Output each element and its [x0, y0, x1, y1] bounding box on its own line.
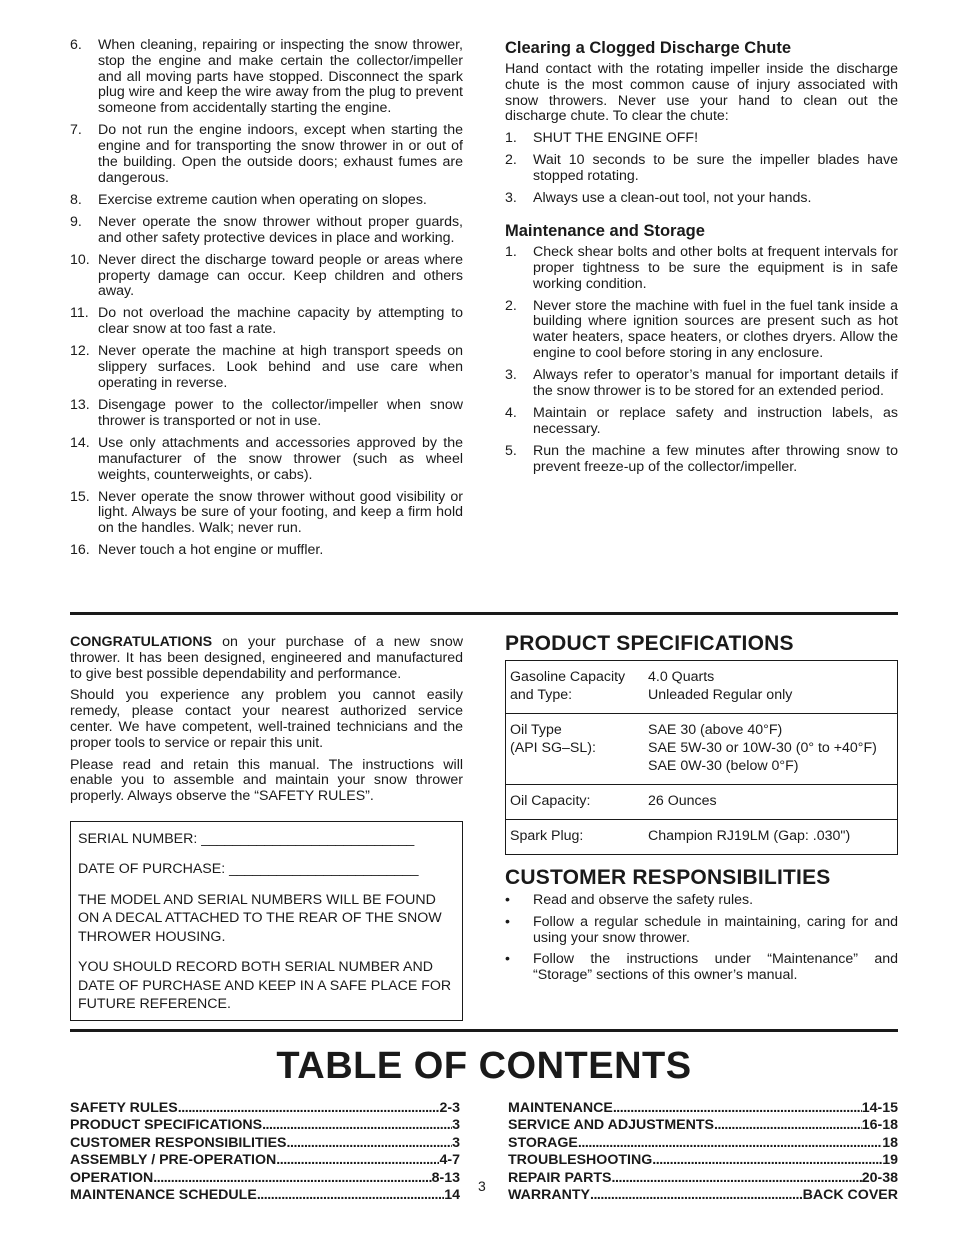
middle-section [70, 631, 898, 1029]
toc-entry-label: PRODUCT SPECIFICATIONS [70, 1117, 263, 1134]
spec-key-line: (API SG–SL): [510, 740, 596, 756]
safety-rules-column [70, 38, 463, 598]
toc-entry [70, 1100, 460, 1117]
item-text: Follow a regular schedule in maintaining, caring for and using your snow thrower. [533, 913, 898, 946]
serial-number-field: SERIAL NUMBER: ___________________________ [78, 830, 415, 847]
item-number: 10. [70, 251, 90, 268]
toc-leader-dots [262, 1117, 452, 1134]
spec-row [506, 820, 898, 855]
toc-leader-dots [153, 1170, 431, 1187]
toc-entry [70, 1117, 460, 1134]
record-note: YOU SHOULD RECORD BOTH SERIAL NUMBER AND DATE OF PURCHASE AND KEEP IN A SAFE PLACE FOR FUTURE REFERENCE. [78, 959, 452, 1013]
toc-entry [508, 1152, 898, 1169]
item-number: 5. [505, 442, 517, 459]
spec-value-line: SAE 0W-30 (below 0°F) [648, 758, 799, 774]
toc-entry-page: 20-38 [861, 1169, 898, 1186]
spec-key-line: Gasoline Capacity [510, 669, 626, 685]
spec-row [506, 714, 898, 785]
list-item [70, 490, 463, 537]
toc-leader-dots [287, 1135, 453, 1152]
toc-entry [70, 1187, 460, 1204]
list-item [70, 253, 463, 300]
toc-entry [508, 1100, 898, 1117]
spec-value [644, 785, 898, 820]
spec-value-line: Unleaded Regular only [648, 687, 793, 703]
list-item [505, 406, 898, 438]
item-text: Maintain or replace safety and instruction labels, as necessary. [533, 405, 898, 437]
toc-entry-label: TROUBLESHOOTING [508, 1152, 653, 1169]
item-number: 9. [70, 213, 82, 230]
list-item [70, 436, 463, 483]
item-text: Never operate the snow thrower without good visibility or light. Always be sure of your footing, and keep a firm hold on the handles. Walk; never run. [98, 488, 463, 537]
toc-left-column [70, 1100, 460, 1204]
toc-entry-label: OPERATION [70, 1169, 154, 1186]
item-text: Always refer to operator’s manual for important details if the snow thrower is to be stored for an extended period. [533, 367, 898, 399]
toc-divider [70, 1029, 898, 1032]
spec-key [506, 820, 645, 855]
toc-leader-dots [652, 1152, 882, 1169]
customer-resp-list [505, 893, 898, 984]
spec-key-line: Spark Plug: [510, 828, 584, 844]
spec-value [644, 820, 898, 855]
item-text: Never direct the discharge toward people or areas where property damage can occur. Keep children and others away. [98, 251, 463, 300]
toc-entry-page: 18 [882, 1134, 898, 1151]
item-number: 3. [505, 190, 517, 207]
toc-entry-label: SAFETY RULES [70, 1100, 178, 1116]
list-item [505, 444, 898, 476]
item-number: 2. [505, 152, 517, 169]
toc-entry-label: WARRANTY [508, 1187, 590, 1204]
list-item [505, 368, 898, 400]
toc-title: TABLE OF CONTENTS [276, 1045, 692, 1087]
item-number: 3. [505, 367, 517, 384]
spec-key [506, 661, 645, 714]
toc-entry-label: STORAGE [508, 1134, 578, 1151]
item-number: 1. [505, 130, 517, 147]
spec-value-line: SAE 30 (above 40°F) [648, 722, 783, 738]
toc-entry-label: SERVICE AND ADJUSTMENTS [508, 1117, 715, 1134]
item-text: When cleaning, repairing or inspecting the snow thrower, stop the engine and make certain the collector/impeller and all moving parts have stopped. Disconnect the spark plug wire and keep the wire away from the plug to prevent someone from accidentally starting the engine. [98, 37, 463, 117]
list-item [70, 38, 463, 117]
toc-entry [70, 1152, 460, 1169]
item-number: 2. [505, 297, 517, 314]
item-number: 14. [70, 434, 90, 451]
toc-entry-label: MAINTENANCE SCHEDULE [70, 1187, 257, 1204]
toc-entry-page: 14 [444, 1187, 460, 1204]
retain-manual-paragraph: Please read and retain this manual. The instructions will enable you to assemble and maintain your snow thrower properly. Always observe the “SAFETY RULES”. [70, 756, 463, 805]
congrats-paragraph [70, 635, 463, 682]
decal-location-note: THE MODEL AND SERIAL NUMBERS WILL BE FOUND ON A DECAL ATTACHED TO THE REAR OF THE SNOW THROWER HOUSING. [78, 891, 442, 945]
toc-entry-page: 3 [452, 1117, 460, 1134]
safety-rules-list [70, 38, 463, 559]
serial-number-box [70, 821, 463, 1021]
toc-leader-dots [578, 1135, 882, 1152]
toc-entry-page: 19 [882, 1152, 898, 1169]
list-item [505, 915, 898, 947]
spec-row [506, 785, 898, 820]
item-number: 16. [70, 542, 90, 559]
item-text: Wait 10 seconds to be sure the impeller blades have stopped rotating. [533, 152, 898, 185]
toc-leader-dots [276, 1152, 439, 1169]
toc-leader-dots [590, 1187, 803, 1204]
toc-entry-page: 16-18 [861, 1117, 898, 1134]
toc-entry-page: 8-13 [431, 1169, 460, 1186]
date-of-purchase-field: DATE OF PURCHASE: ________________________ [78, 861, 419, 878]
spec-row [506, 661, 898, 714]
item-number: 12. [70, 343, 90, 360]
list-item [70, 123, 463, 186]
specs-column [505, 631, 898, 1029]
toc-leader-dots [612, 1170, 862, 1187]
toc-entry-label: REPAIR PARTS [508, 1169, 612, 1186]
list-item [505, 191, 898, 207]
toc-entry-page: 14-15 [861, 1100, 898, 1116]
toc-leader-dots [178, 1100, 440, 1117]
manual-page [70, 38, 898, 1204]
toc-entry-label: ASSEMBLY / PRE-OPERATION [70, 1152, 277, 1169]
list-item [70, 543, 463, 559]
toc-right-column [508, 1100, 898, 1204]
congrats-text: on your purchase of a new snow thrower. It has been designed, engineered and manufactured to give best possible dependability and performance. [70, 634, 463, 682]
maintenance-storage-steps [505, 245, 898, 476]
list-item [70, 344, 463, 391]
toc-entry [508, 1117, 898, 1134]
spec-key [506, 785, 645, 820]
toc-entry-page: 3 [452, 1134, 460, 1151]
item-number: 7. [70, 122, 82, 139]
bullet: • [505, 892, 510, 908]
list-item [70, 193, 463, 209]
list-item [70, 215, 463, 247]
clogged-chute-intro: Hand contact with the rotating impeller inside the discharge chute is the most common cause of injury associated with snow throwers. Never use your hand to clean out the discharge chute. To clear the chute: [505, 61, 898, 125]
toc-entry-label: CUSTOMER RESPONSIBILITIES [70, 1134, 287, 1151]
product-specs-table [505, 660, 898, 855]
spec-value-line: Champion RJ19LM (Gap: .030") [648, 828, 851, 844]
top-section [70, 38, 898, 598]
item-text: Never touch a hot engine or muffler. [98, 542, 324, 559]
item-text: Always use a clean-out tool, not your hands. [533, 190, 812, 207]
item-text: Never operate the machine at high transport speeds on slippery surfaces. Look behind and use care when operating in reverse. [98, 343, 463, 391]
page-number: 3 [478, 1178, 486, 1194]
toc-leader-dots [714, 1117, 862, 1134]
clogged-chute-steps [505, 131, 898, 207]
toc-entry [508, 1135, 898, 1152]
product-specs-heading: PRODUCT SPECIFICATIONS [505, 632, 794, 655]
list-item [505, 131, 898, 147]
item-text: Read and observe the safety rules. [533, 892, 754, 908]
item-text: Do not run the engine indoors, except when starting the engine and for transporting the snow thrower in or out of the building. Open the outside doors; exhaust fumes are dangerous. [98, 122, 463, 186]
spec-value-line: 26 Ounces [648, 793, 717, 809]
bullet: • [505, 951, 510, 968]
item-text: Never store the machine with fuel in the fuel tank inside a building where ignition sources are present such as hot water heaters, space heaters, or clothes dryers. Allow the engine to cool before storing in any enclosure. [533, 297, 898, 362]
bullet: • [505, 913, 510, 930]
item-text: Check shear bolts and other bolts at frequent intervals for proper tightness to be sure the equipment is in safe working condition. [533, 243, 898, 292]
congrats-column [70, 631, 463, 1029]
toc-entry [70, 1135, 460, 1152]
toc-entry-page: 2-3 [439, 1100, 460, 1116]
item-text: Disengage power to the collector/impeller when snow thrower is transported or not in use. [98, 397, 463, 429]
item-number: 6. [70, 37, 82, 53]
item-text: Follow the instructions under “Maintenance” and “Storage” sections of this owner’s manual. [533, 951, 898, 984]
toc-leader-dots [613, 1100, 862, 1117]
toc-entry [508, 1187, 898, 1204]
toc-entry-label: MAINTENANCE [508, 1100, 613, 1116]
item-number: 4. [505, 405, 517, 422]
chute-maintenance-column [505, 38, 898, 598]
toc-leader-dots [257, 1187, 444, 1204]
list-item [505, 245, 898, 292]
spec-key-line: Oil Capacity: [510, 793, 591, 809]
list-item [505, 299, 898, 362]
item-number: 11. [70, 305, 89, 322]
spec-value [644, 714, 898, 785]
item-number: 8. [70, 191, 82, 208]
spec-value [644, 661, 898, 714]
spec-value-line: SAE 5W-30 or 10W-30 (0° to +40°F) [648, 740, 877, 756]
spec-key [506, 714, 645, 785]
item-text: Never operate the snow thrower without proper guards, and other safety protective devices in place and working. [98, 213, 463, 246]
toc-entry-page: BACK COVER [802, 1187, 898, 1204]
item-text: Exercise extreme caution when operating on slopes. [98, 191, 427, 208]
toc-entry-page: 4-7 [439, 1152, 460, 1169]
spec-value-line: 4.0 Quarts [648, 669, 715, 685]
maintenance-storage-heading: Maintenance and Storage [505, 221, 705, 240]
toc-entry [70, 1170, 460, 1187]
list-item [505, 893, 898, 909]
item-number: 15. [70, 488, 90, 505]
spec-key-line: and Type: [510, 687, 573, 703]
item-number: 13. [70, 397, 90, 414]
clogged-chute-heading: Clearing a Clogged Discharge Chute [505, 39, 792, 57]
service-paragraph: Should you experience any problem you cannot easily remedy, please contact your nearest authorized service center. We have competent, well-trained technicians and the proper tools to service or repair this unit. [70, 687, 463, 751]
list-item [505, 153, 898, 185]
item-number: 1. [505, 243, 517, 260]
item-text: SHUT THE ENGINE OFF! [533, 130, 699, 147]
customer-resp-heading: CUSTOMER RESPONSIBILITIES [505, 866, 831, 889]
list-item [70, 398, 463, 430]
section-divider [70, 612, 898, 615]
item-text: Run the machine a few minutes after throwing snow to prevent freeze-up of the collector/impeller. [533, 442, 898, 475]
list-item [70, 306, 463, 338]
toc-entry [508, 1170, 898, 1187]
item-text: Do not overload the machine capacity by attempting to clear snow at too fast a rate. [98, 305, 463, 338]
spec-key-line: Oil Type [510, 722, 562, 738]
item-text: Use only attachments and accessories approved by the manufacturer of the snow thrower (such as wheel weights, counterweights, or cabs). [98, 434, 463, 483]
list-item [505, 952, 898, 984]
congrats-lead: CONGRATULATIONS [70, 634, 213, 650]
